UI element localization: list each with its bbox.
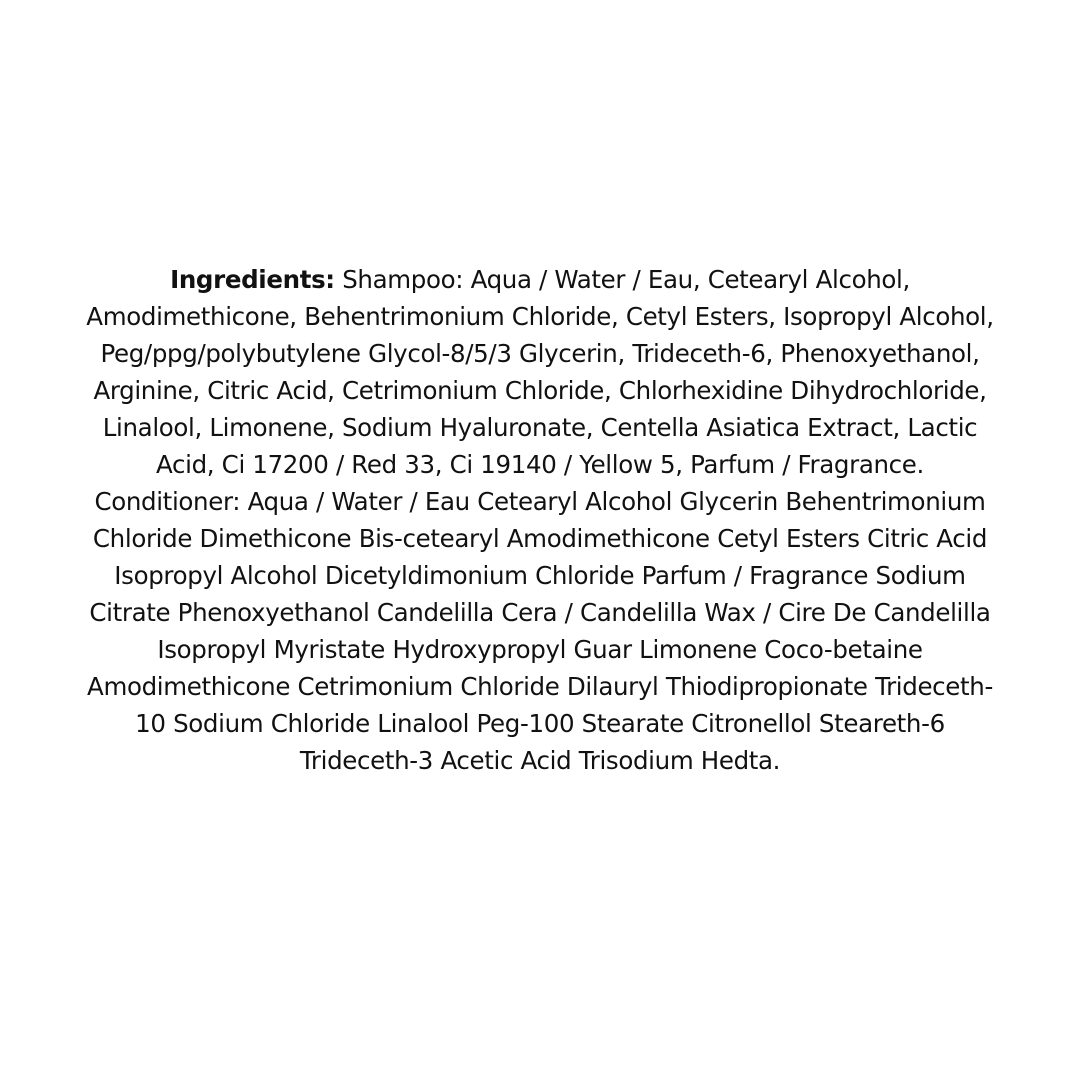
ingredients-text-block bbox=[80, 261, 1000, 779]
conditioner-ingredients-paragraph: Conditioner: Aqua / Water / Eau Cetearyl Alcohol Glycerin Behentrimonium Chloride Dimethicone Bis-cetearyl Amodimethicone Cetyl Esters Citric Acid Isopropyl Alcohol Dicetyldimonium Chloride Parfum / Fragrance Sodium Citrate Phenoxyethanol Candelilla Cera / Candelilla Wax / Cire De Candelilla Isopropyl Myristate Hydroxypropyl Guar Limonene Coco-betaine Amodimethicone Cetrimonium Chloride Dilauryl Thiodipropionate Trideceth-10 Sodium Chloride Linalool Peg-100 Stearate Citronellol Steareth-6 Trideceth-3 Acetic Acid Trisodium Hedta. bbox=[87, 487, 993, 775]
ingredients-label: Ingredients: bbox=[170, 265, 335, 294]
shampoo-ingredients-paragraph bbox=[80, 261, 1000, 483]
shampoo-ingredients-text: Shampoo: Aqua / Water / Eau, Cetearyl Alcohol, Amodimethicone, Behentrimonium Chloride, Cetyl Esters, Isopropyl Alcohol, Peg/ppg/polybutylene Glycol-8/5/3 Glycerin, Trideceth-6, Phenoxyethanol, Arginine, Citric Acid, Cetrimonium Chloride, Chlorhexidine Dihydrochloride, Linalool, Limonene, Sodium Hyaluronate, Centella Asiatica Extract, Lactic Acid, Ci 17200 / Red 33, Ci 19140 / Yellow 5, Parfum / Fragrance. bbox=[86, 265, 994, 479]
